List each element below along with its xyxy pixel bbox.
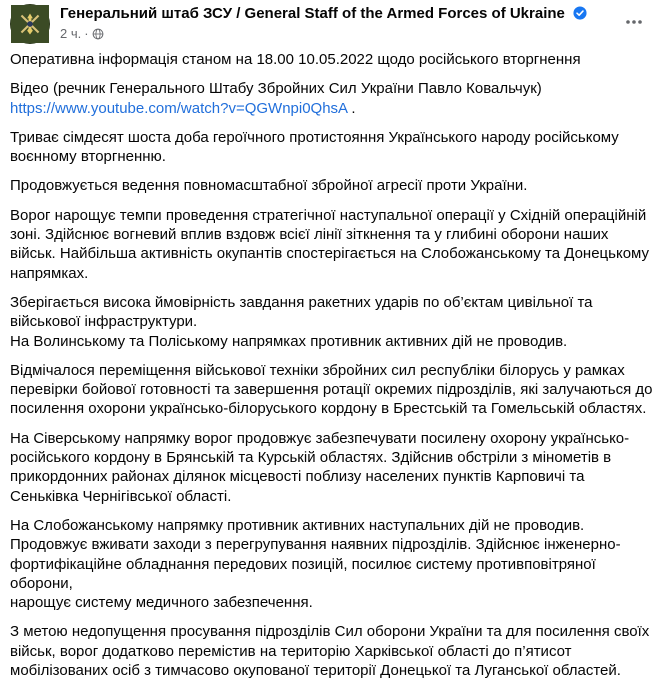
post-paragraph	[10, 128, 654, 167]
armed-forces-emblem-icon	[11, 5, 49, 43]
post-meta	[60, 26, 104, 42]
post-text-line: військ, ворог додатково перемістив на територію Харківської області до п’ятисот	[10, 642, 572, 660]
post-text-line: З метою недопущення просування підрозділів Сил оборони України та для посилення своїх	[10, 623, 650, 641]
post-text-line: зоні. Здійснює вогневий вплив вздовж всієї лінії зіткнення та у глибині оборони наших	[10, 226, 609, 244]
globe-icon[interactable]	[92, 28, 104, 40]
post-text-line: Триває сімдесят шоста доба героїчного протистояння Українського народу російському	[10, 128, 619, 146]
post-paragraph	[10, 293, 654, 351]
post-text-line: посилення охорони українсько-білоруського кордону в Брестській та Гомельській областях.	[10, 400, 647, 418]
post-text-line: російського кордону в Брянській та Курській областях. Здійснив обстріли з мінометів в	[10, 449, 612, 467]
post-text-line: Ворог нарощує темпи проведення стратегічної наступальної операції у Східній операційній	[10, 206, 647, 224]
post-text-line: перевірки бойової готовності та завершення ротації окремих підрозділів, які залучаються до	[10, 381, 653, 399]
post-text-line: мобілізованих осіб з тимчасово окупованої території Донецької та Луганської областей.	[10, 662, 621, 680]
post-text-line: На Волинському та Поліському напрямках противник активних дій не проводив.	[10, 332, 568, 350]
post-text-line: Сеньківка Чернігівської області.	[10, 487, 232, 505]
post-text-line: Відео (речник Генерального Штабу Збройних Сил України Павло Ковальчук)	[10, 80, 542, 98]
post-text-line: На Слобожанському напрямку противник активних наступальних дій не проводив.	[10, 516, 585, 534]
post-paragraph	[10, 622, 654, 680]
post-header	[10, 2, 652, 48]
post-text-line: прикордонних районах ділянок місцевості поблизу населених пунктів Карповичі та	[10, 468, 585, 486]
post-paragraph	[10, 361, 654, 419]
meta-separator: ·	[84, 26, 89, 41]
page-name[interactable]	[60, 5, 587, 23]
post-text-line: Зберігається висока ймовірність завдання ракетних ударів по об’єктам цивільної та	[10, 293, 593, 311]
more-options-button[interactable]	[616, 4, 652, 40]
post-text-line: військ. Найбільша активність окупантів спостерігається на Слобожанському та Донецькому	[10, 245, 650, 263]
post-text-line: Продовжується ведення повномасштабної збройної агресії проти України.	[10, 177, 528, 195]
post-text-line: напрямках.	[10, 264, 89, 282]
post-paragraph	[10, 50, 654, 69]
post-text	[10, 50, 654, 690]
post-paragraph	[10, 79, 654, 118]
page-name-text[interactable]: Генеральний штаб ЗСУ / General Staff of the Armed Forces of Ukraine	[60, 5, 565, 22]
post-timestamp[interactable]: 2 ч.	[60, 26, 82, 41]
more-options-icon	[624, 12, 644, 32]
post-paragraph	[10, 516, 654, 612]
post-text-line: військової інфраструктури.	[10, 313, 198, 331]
verified-badge-icon	[573, 6, 587, 20]
post-text-line: Відмічалося переміщення військової техніки збройних сил республіки білорусь у рамках	[10, 361, 625, 379]
video-link[interactable]: https://www.youtube.com/watch?v=QGWnpi0QhsA	[10, 99, 348, 117]
post-text-line: Оперативна інформація станом на 18.00 10.05.2022 щодо російського вторгнення	[10, 51, 581, 68]
post-text-line: На Сіверському напрямку ворог продовжує забезпечувати посилену охорону українсько-	[10, 429, 630, 447]
link-suffix: .	[347, 99, 356, 117]
post-text-line: нарощує систему медичного забезпечення.	[10, 594, 313, 612]
page-avatar[interactable]	[10, 4, 50, 44]
post-text-line: фортифікаційне обладнання передових позицій, посилює систему противповітряної оборони,	[10, 555, 596, 592]
post-paragraph	[10, 176, 654, 195]
post-paragraph	[10, 206, 654, 283]
post-paragraph	[10, 429, 654, 506]
post-text-line: Продовжує вживати заходи з перегрупування наявних підрозділів. Здійснює інженерно-	[10, 536, 621, 554]
post-text-line: воєнному вторгненню.	[10, 148, 166, 166]
